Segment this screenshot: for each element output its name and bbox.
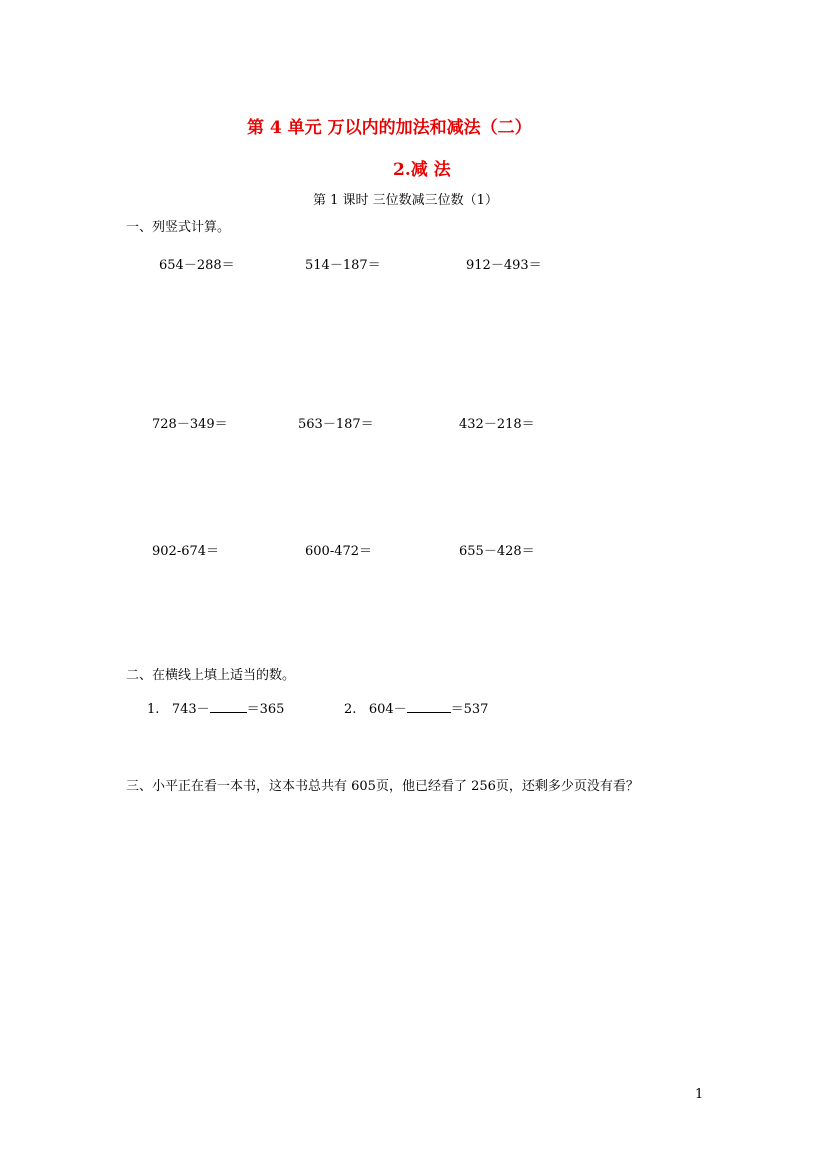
item-number: 1. xyxy=(147,702,160,717)
answer-blank[interactable] xyxy=(407,700,451,713)
problem-2-3: 432－218＝ xyxy=(459,417,535,432)
problem-2-2: 563－187＝ xyxy=(298,417,374,432)
expression-left: 604－ xyxy=(368,702,407,717)
unit-title: 第 4 单元 万以内的加法和减法（二） xyxy=(247,118,532,138)
question-3-text: 三、小平正在看一本书，这本书总共有 605页，他已经看了 256页，还剩多少页没有看？ xyxy=(126,779,639,794)
expression-left: 743－ xyxy=(171,702,210,717)
problem-3-1: 902-674＝ xyxy=(152,544,220,559)
question-2-heading: 二、在横线上填上适当的数。 xyxy=(126,668,296,683)
page-number: 1 xyxy=(695,1087,704,1102)
fill-blank-item-1 xyxy=(147,698,284,717)
expression-right: ＝365 xyxy=(246,702,285,717)
problem-3-2: 600-472＝ xyxy=(305,544,373,559)
item-number: 2. xyxy=(344,702,357,717)
expression-right: ＝537 xyxy=(450,702,489,717)
answer-blank[interactable] xyxy=(210,700,247,713)
section-title: 2.减 法 xyxy=(393,160,451,180)
problem-1-2: 514－187＝ xyxy=(305,258,381,273)
fill-blank-item-2 xyxy=(344,698,488,717)
question-1-heading: 一、列竖式计算。 xyxy=(126,220,231,235)
problem-1-1: 654－288＝ xyxy=(159,258,235,273)
problem-3-3: 655－428＝ xyxy=(459,544,535,559)
lesson-title: 第 1 课时 三位数减三位数（1） xyxy=(313,193,498,208)
problem-2-1: 728－349＝ xyxy=(152,417,228,432)
problem-1-3: 912－493＝ xyxy=(466,258,542,273)
